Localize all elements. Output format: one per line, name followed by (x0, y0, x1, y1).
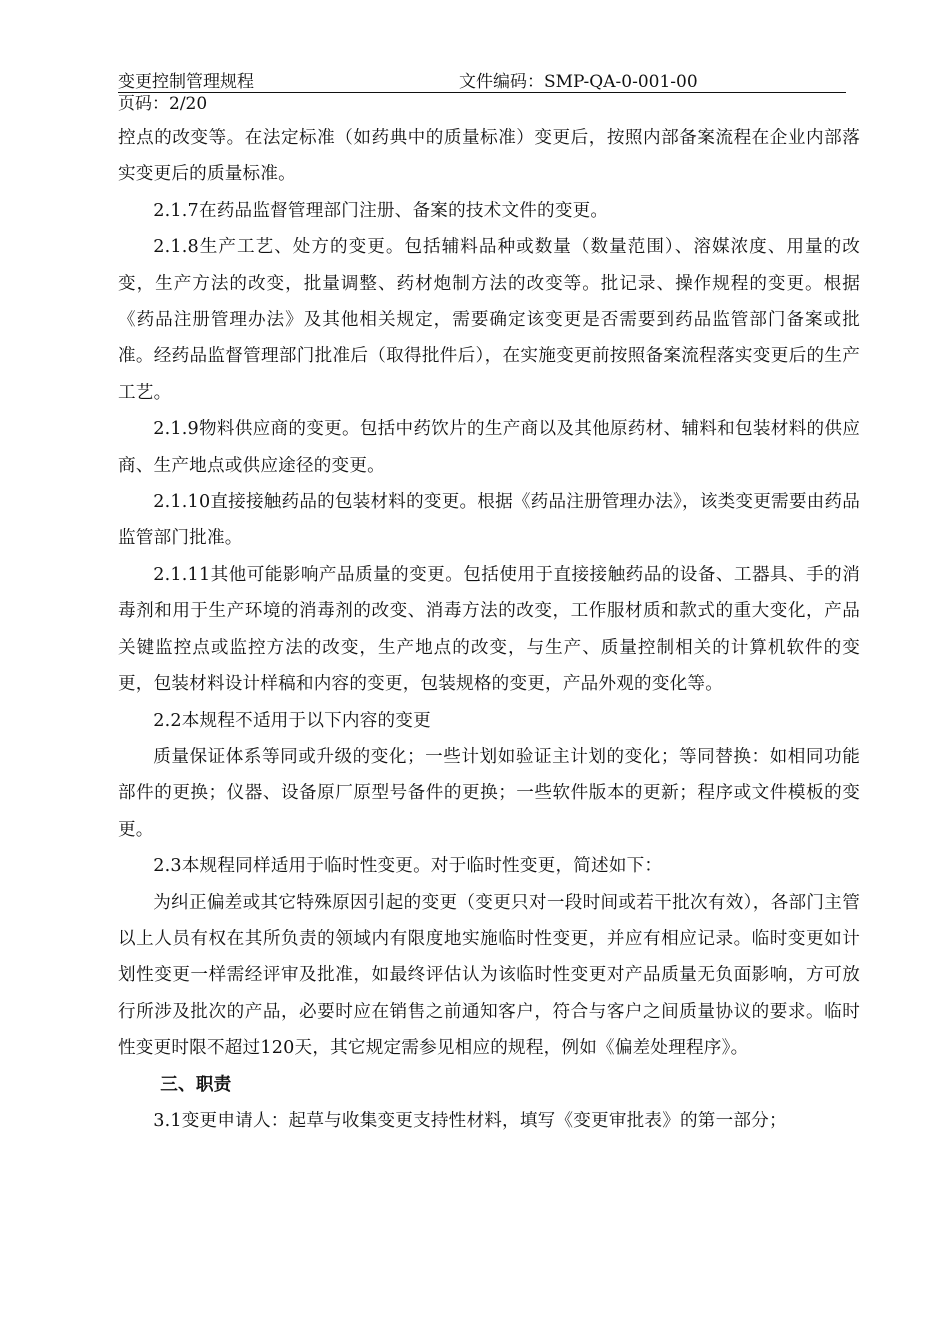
document-code: 文件编码：SMP-QA-0-001-00 (459, 72, 698, 92)
section-3-heading: 三、职责 (160, 1073, 232, 1095)
paragraph-2-1-9: 2.1.9物料供应商的变更。包括中药饮片的生产商以及其他原药材、辅料和包装材料的供应商、生产地点或供应途径的变更。 (118, 419, 860, 476)
paragraph-2-1-8: 2.1.8生产工艺、处方的变更。包括辅料品种或数量（数量范围）、溶媒浓度、用量的改变，生产方法的改变，批量调整、药材炮制方法的改变等。批记录、操作规程的变更。根据《药品注册管理办法》及其他相关规定，需要确定该变更是否需要到药品监管部门备案或批准。经药品监督管理部门批准后（取得批件后），在实施变更前按照备案流程落实变更后的生产工艺。 (118, 237, 860, 403)
document-title: 变更控制管理规程 (118, 72, 254, 92)
paragraph-2-1-11: 2.1.11其他可能影响产品质量的变更。包括使用于直接接触药品的设备、工器具、手的消毒剂和用于生产环境的消毒剂的改变、消毒方法的改变，工作服材质和款式的重大变化，产品关键监控点或监控方法的改变，生产地点的改变，与生产、质量控制相关的计算机软件的变更，包装材料设计样稿和内容的变更，包装规格的变更，产品外观的变化等。 (118, 564, 860, 695)
paragraph-2-1-10: 2.1.10直接接触药品的包装材料的变更。根据《药品注册管理办法》，该类变更需要由药品监管部门批准。 (118, 492, 860, 549)
page-header (118, 72, 846, 93)
paragraph-2-2: 2.2本规程不适用于以下内容的变更 (153, 710, 431, 731)
paragraph-continuation: 控点的改变等。在法定标准（如药典中的质量标准）变更后，按照内部备案流程在企业内部落实变更后的质量标准。 (118, 128, 860, 185)
paragraph-2-3: 2.3本规程同样适用于临时性变更。对于临时性变更，简述如下： (153, 856, 663, 877)
paragraph-2-3-details: 为纠正偏差或其它特殊原因引起的变更（变更只对一段时间或若干批次有效），各部门主管以上人员有权在其所负责的领域内有限度地实施临时性变更，并应有相应记录。临时变更如计划性变更一样需经评审及批准，如最终评估认为该临时性变更对产品质量无负面影响，方可放行所涉及批次的产品，必要时应在销售之前通知客户，符合与客户之间质量协议的要求。临时性变更时限不超过120天，其它规定需参见相应的规程，例如《偏差处理程序》。 (118, 892, 860, 1059)
paragraph-2-1-7: 2.1.7在药品监督管理部门注册、备案的技术文件的变更。 (153, 200, 609, 221)
page-number: 页码：2/20 (118, 94, 208, 114)
paragraph-2-2-details: 质量保证体系等同或升级的变化；一些计划如验证主计划的变化；等同替换：如相同功能部件的更换；仪器、设备原厂原型号备件的更换；一些软件版本的更新；程序或文件模板的变更。 (118, 746, 860, 840)
paragraph-3-1: 3.1变更申请人：起草与收集变更支持性材料，填写《变更审批表》的第一部分； (153, 1110, 787, 1131)
document-body (118, 120, 860, 1139)
